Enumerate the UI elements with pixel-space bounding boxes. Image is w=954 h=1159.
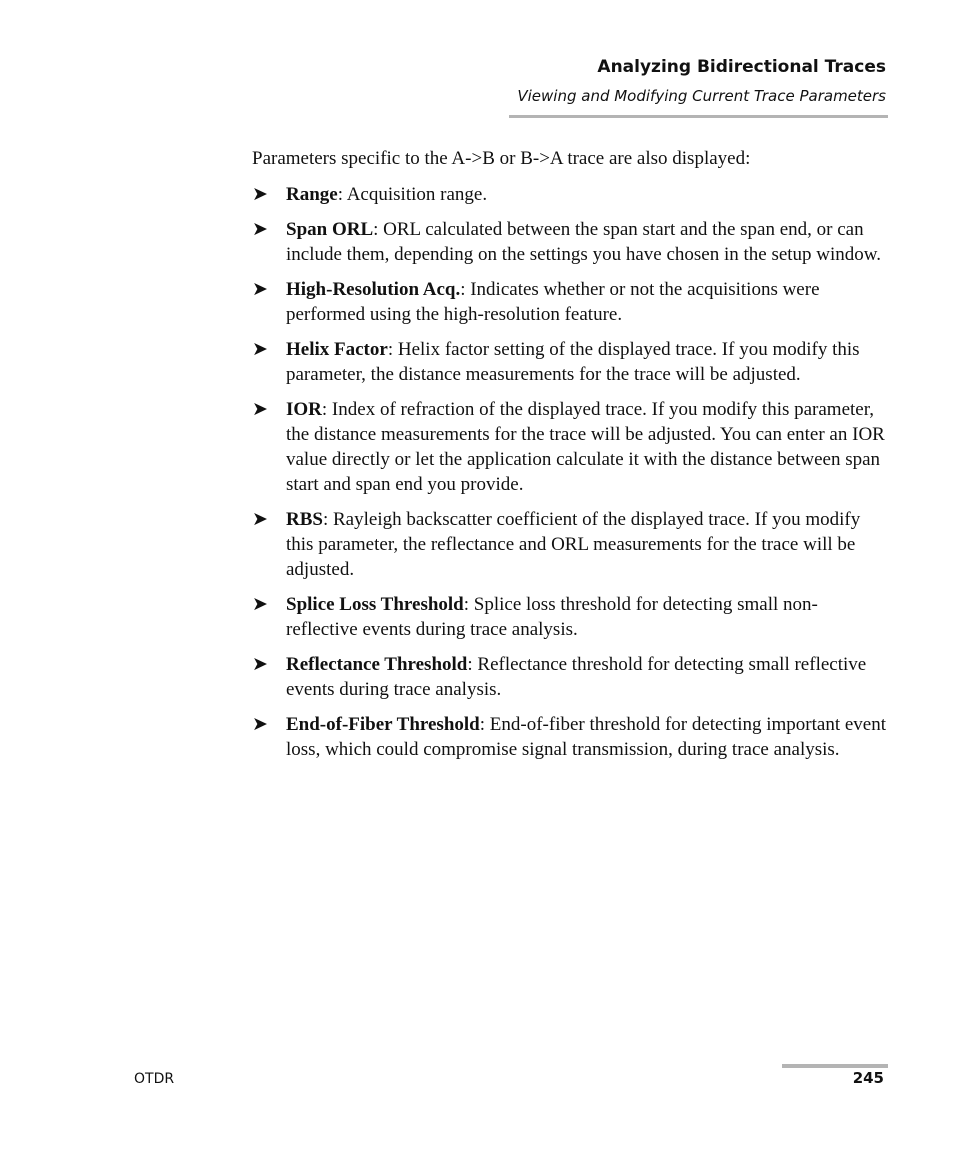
page-number: 245 xyxy=(852,1069,884,1087)
arrow-bullet-icon: ➤ xyxy=(252,399,268,420)
item-description: : Indicates whether or not the acquisitions were performed using the high-resolution feature. xyxy=(286,279,820,325)
item-term: High-Resolution Acq. xyxy=(286,279,461,300)
item-description: : Splice loss threshold for detecting small non-reflective events during trace analysis. xyxy=(286,594,818,640)
item-description: : Reflectance threshold for detecting small reflective events during trace analysis. xyxy=(286,654,867,700)
item-description: : Rayleigh backscatter coefficient of the displayed trace. If you modify this parameter, the reflectance and ORL measurements for the trace will be adjusted. xyxy=(286,509,861,580)
list-item xyxy=(252,507,888,582)
item-term: Range xyxy=(286,184,338,205)
arrow-bullet-icon: ➤ xyxy=(252,339,268,360)
footer-rule xyxy=(782,1064,888,1068)
item-term: Splice Loss Threshold xyxy=(286,594,464,615)
item-term: IOR xyxy=(286,399,322,420)
item-term: RBS xyxy=(286,509,323,530)
item-term: Reflectance Threshold xyxy=(286,654,468,675)
arrow-bullet-icon: ➤ xyxy=(252,219,268,240)
item-term: End-of-Fiber Threshold xyxy=(286,714,480,735)
parameter-list xyxy=(252,182,888,762)
item-description: : End-of-fiber threshold for detecting important event loss, which could compromise signal transmission, during trace analysis. xyxy=(286,714,887,760)
list-item xyxy=(252,217,888,267)
header-rule xyxy=(509,115,888,118)
item-description: : ORL calculated between the span start and the span end, or can include them, depending on the settings you have chosen in the setup window. xyxy=(286,219,882,265)
arrow-bullet-icon: ➤ xyxy=(252,714,268,735)
arrow-bullet-icon: ➤ xyxy=(252,509,268,530)
running-header-subtitle: Viewing and Modifying Current Trace Parameters xyxy=(517,87,886,105)
list-item xyxy=(252,592,888,642)
list-item xyxy=(252,182,888,207)
running-header-title: Analyzing Bidirectional Traces xyxy=(597,57,886,77)
page-body xyxy=(252,146,888,772)
arrow-bullet-icon: ➤ xyxy=(252,279,268,300)
list-item xyxy=(252,337,888,387)
item-term: Span ORL xyxy=(286,219,374,240)
item-term: Helix Factor xyxy=(286,339,388,360)
intro-paragraph: Parameters specific to the A->B or B->A trace are also displayed: xyxy=(252,148,751,169)
arrow-bullet-icon: ➤ xyxy=(252,594,268,615)
list-item xyxy=(252,397,888,497)
arrow-bullet-icon: ➤ xyxy=(252,184,268,205)
item-description: : Helix factor setting of the displayed trace. If you modify this parameter, the distance measurements for the trace will be adjusted. xyxy=(286,339,860,385)
item-description: : Index of refraction of the displayed trace. If you modify this parameter, the distance measurements for the trace will be adjusted. You can enter an IOR value directly or let the application calculate it with the distance between span start and span end you provide. xyxy=(286,399,885,495)
footer-product-name: OTDR xyxy=(134,1071,175,1087)
list-item xyxy=(252,712,888,762)
list-item xyxy=(252,277,888,327)
list-item xyxy=(252,652,888,702)
arrow-bullet-icon: ➤ xyxy=(252,654,268,675)
item-description: : Acquisition range. xyxy=(337,184,488,205)
